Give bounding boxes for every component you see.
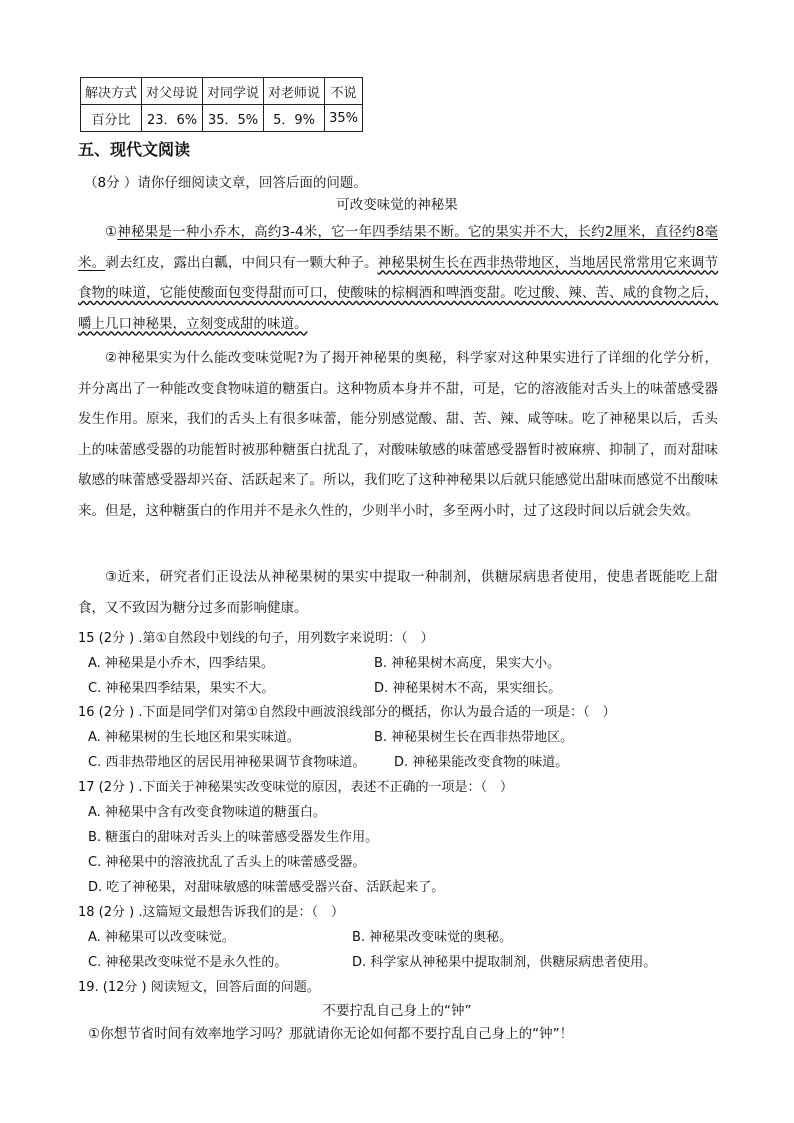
option-17-b: B. 糖蛋白的甜味对舌头上的味蕾感受器发生作用。: [88, 830, 379, 845]
option-18-c: C. 神秘果改变味觉不是永久性的。: [88, 955, 288, 970]
table-cell: 23．6%: [142, 105, 203, 132]
option-18-a: A. 神秘果可以改变味觉。: [88, 930, 235, 945]
option-17-c: C. 神秘果中的溶液扰乱了舌头上的味蕾感受器。: [88, 855, 366, 870]
table-cell: 百分比: [81, 105, 142, 132]
article-paragraph-1: [78, 217, 718, 339]
table-header-cell: 对老师说: [264, 78, 325, 105]
option-15-d: D. 神秘果树木不高，果实细长。: [374, 681, 562, 696]
wavy-underlined-text: 神秘果树生长在西非热带地区，当地居民常常用它来调节食物的味道，它能使酸面包变得甜而可口，使酸味的棕榈酒和啤酒变甜。吃过酸、辣、苦、咸的食物之后，嚼上几口神秘果，立刻变成甜的味道。: [78, 254, 719, 332]
option-17-a: A. 神秘果中含有改变食物味道的糖蛋白。: [88, 805, 326, 820]
option-18-d: D. 科学家从神秘果中提取制剂，供糖尿病患者使用。: [352, 955, 657, 970]
paragraph-text: 剥去红皮，露出白瓤，中间只有一颗大种子。: [105, 254, 378, 271]
article-title: 不要拧乱自己身上的“钟”: [322, 1003, 472, 1019]
article-title: 可改变味觉的神秘果: [336, 197, 458, 213]
question-17: 17 (2分 ) .下面关于神秘果实改变味觉的原因，表述不正确的一项是：（ ）: [78, 780, 513, 795]
question-15: 15 (2分 ) .第①自然段中划线的句子，用列数字来说明：（ ）: [78, 631, 434, 646]
table-row: [81, 105, 363, 132]
table-header-cell: 对同学说: [203, 78, 264, 105]
question-16: 16 (2分 ) .下面是同学们对第①自然段中画波浪线部分的概括，你认为最合适的一项是：（ ）: [78, 705, 616, 720]
option-15-a: A. 神秘果是小乔木，四季结果。: [88, 656, 274, 671]
question-19: 19. (12分 ) 阅读短文，回答后面的问题。: [78, 980, 320, 995]
table-cell: 35．5%: [203, 105, 264, 132]
underlined-sentence: 神秘果是一种小乔木，高约3-4米，它一年四季结果不断。它的果实并不大，长约2厘米，直径约8毫米。: [78, 224, 718, 271]
option-16-c: C. 西非热带地区的居民用神秘果调节食物味道。: [88, 755, 366, 770]
option-15-b: B. 神秘果树木高度，果实大小。: [374, 656, 561, 671]
table-header-cell: 解决方式: [81, 78, 142, 105]
section-title: 五、现代文阅读: [78, 140, 191, 159]
paragraph-number: ①: [105, 224, 118, 240]
table-header-cell: 对父母说: [142, 78, 203, 105]
option-16-d: D. 神秘果能改变食物的味道。: [394, 755, 569, 770]
question-18: 18 (2分 ) .这篇短文最想告诉我们的是：（ ）: [78, 905, 344, 920]
option-15-c: C. 神秘果四季结果，果实不大。: [88, 681, 275, 696]
option-16-a: A. 神秘果树的生长地区和果实味道。: [88, 730, 300, 745]
table-header-row: [81, 78, 363, 105]
article-paragraph-1: ①你想节省时间有效率地学习吗？那就请你无论如何都不要拧乱自己身上的“钟”！: [88, 1026, 574, 1042]
section-intro: （8分 ）请你仔细阅读文章，回答后面的问题。: [84, 175, 367, 191]
table-header-cell: 不说: [325, 78, 363, 105]
option-17-d: D. 吃了神秘果，对甜味敏感的味蕾感受器兴奋、活跃起来了。: [88, 880, 445, 895]
article-paragraph-2: ②神秘果实为什么能改变味觉呢?为了揭开神秘果的奥秘，科学家对这种果实进行了详细的化学分析，并分离出了一种能改变食物味道的糖蛋白。这种物质本身并不甜，可是，它的溶液能对舌头上的味蕾感受器发生作用。原来，我们的舌头上有很多味蕾，能分别感觉酸、甜、苦、辣、咸等味。吃了神秘果以后，舌头上的味蕾感受器的功能暂时被那种糖蛋白扰乱了，对酸味敏感的味蕾感受器暂时被麻痹、抑制了，而对甜味敏感的味蕾感受器却兴奋、活跃起来了。所以，我们吃了这种神秘果以后就只能感觉出甜味而感觉不出酸味来。但是，这种糖蛋白的作用并不是永久性的，少则半小时，多至两小时，过了这段时间以后就会失效。: [78, 350, 718, 519]
table-cell: 5．9%: [264, 105, 325, 132]
survey-table: [80, 77, 363, 132]
option-18-b: B. 神秘果改变味觉的奥秘。: [352, 930, 513, 945]
table-cell: 35%: [325, 105, 363, 132]
article-paragraph-3: ③近来，研究者们正设法从神秘果树的果实中提取一种制剂，供糖尿病患者使用，使患者既能吃上甜食，又不致因为糖分过多而影响健康。: [78, 569, 718, 616]
option-16-b: B. 神秘果树生长在西非热带地区。: [374, 730, 574, 745]
